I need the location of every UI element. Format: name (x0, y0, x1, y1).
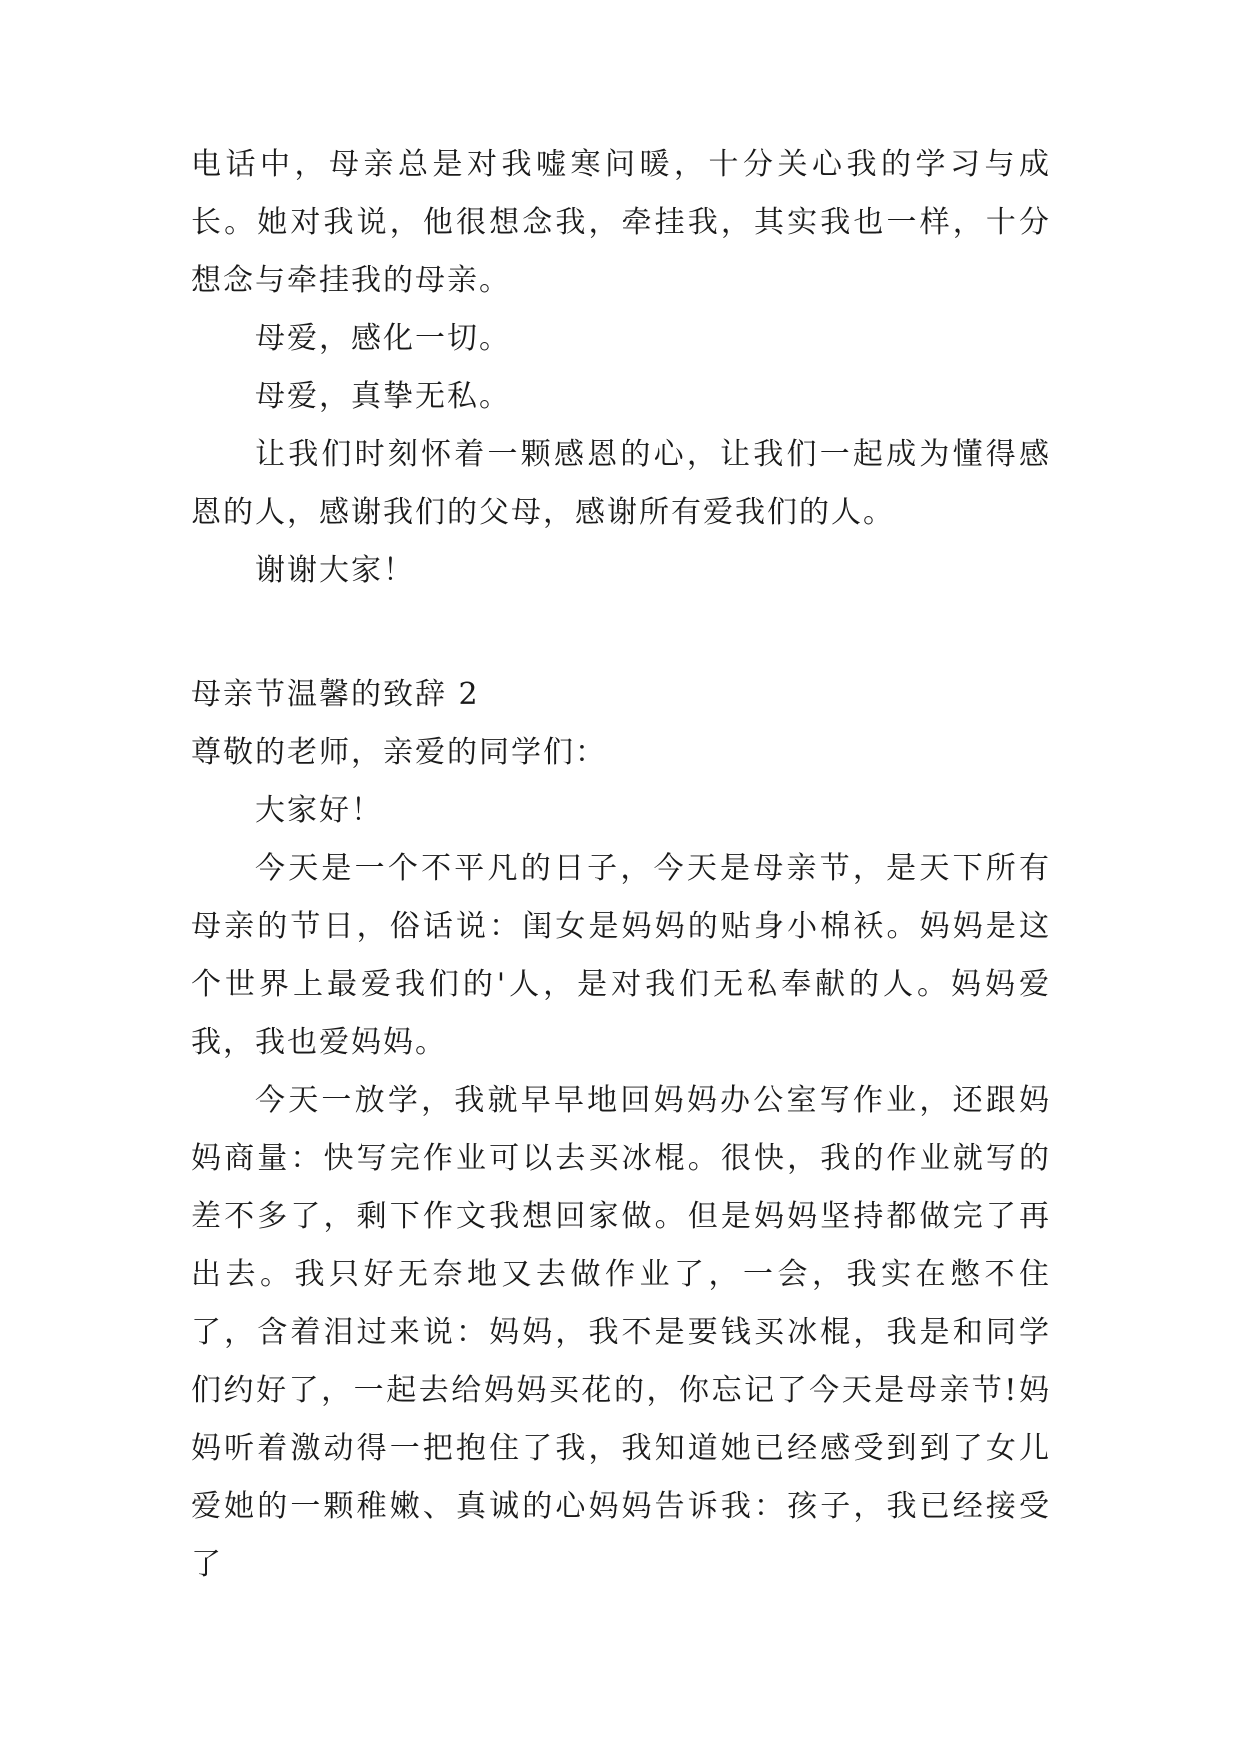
paragraph-mothers-day: 今天是一个不平凡的日子，今天是母亲节，是天下所有母亲的节日，俗话说：闺女是妈妈的贴身小棉袄。妈妈是这个世界上最爱我们的'人，是对我们无私奉献的人。妈妈爱我，我也爱妈妈。 (191, 851, 1051, 1060)
paragraph-love-transforms: 母爱，感化一切。 (255, 321, 511, 356)
paragraph-thanks: 谢谢大家！ (255, 553, 415, 588)
paragraph-gratitude: 让我们时刻怀着一颗感恩的心，让我们一起成为懂得感恩的人，感谢我们的父母，感谢所有爱我们的人。 (191, 437, 1051, 530)
section-title: 母亲节温馨的致辞 2 (191, 677, 480, 712)
greeting: 大家好！ (255, 793, 383, 828)
document-body (191, 136, 1051, 1594)
paragraph-after-school: 今天一放学，我就早早地回妈妈办公室写作业，还跟妈妈商量：快写完作业可以去买冰棍。很快，我的作业就写的差不多了，剩下作文我想回家做。但是妈妈坚持都做完了再出去。我只好无奈地又去做作业了，一会，我实在憋不住了，含着泪过来说：妈妈，我不是要钱买冰棍，我是和同学们约好了，一起去给妈妈买花的，你忘记了今天是母亲节!妈妈听着激动得一把抱住了我，我知道她已经感受到到了女儿爱她的一颗稚嫩、真诚的心妈妈告诉我：孩子，我已经接受了 (191, 1083, 1051, 1582)
salutation: 尊敬的老师，亲爱的同学们： (191, 735, 607, 770)
section-gap (191, 600, 1051, 666)
paragraph-phone-call: 电话中，母亲总是对我嘘寒问暖，十分关心我的学习与成长。她对我说，他很想念我，牵挂我，其实我也一样，十分想念与牵挂我的母亲。 (191, 147, 1051, 298)
paragraph-love-sincere: 母爱，真挚无私。 (255, 379, 511, 414)
